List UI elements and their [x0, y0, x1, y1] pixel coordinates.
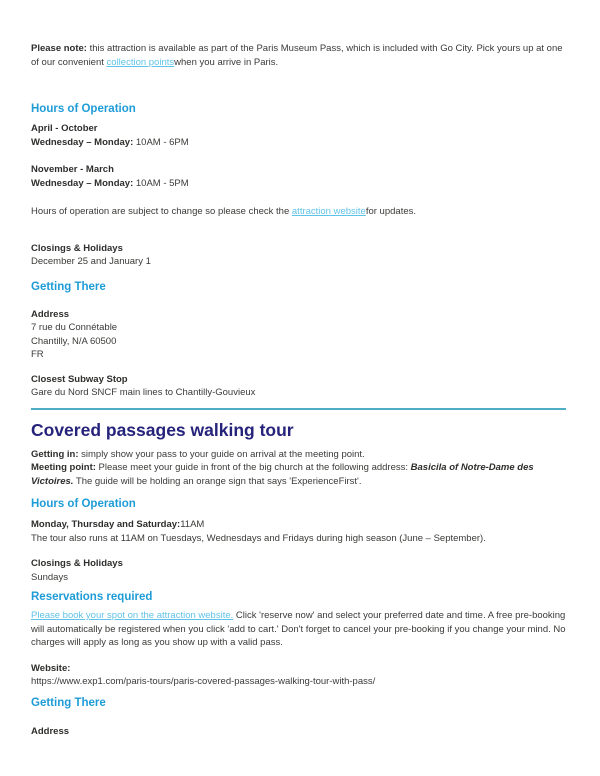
tour-schedule-line: [31, 518, 566, 532]
hours-of-operation-header: Hours of Operation: [31, 103, 136, 115]
closings-value: Sundays: [31, 571, 68, 583]
meeting-point-label: Meeting point:: [31, 462, 96, 473]
book-spot-link[interactable]: Please book your spot on the attraction website.: [31, 610, 234, 621]
time-value: 10AM - 6PM: [133, 136, 189, 148]
closings-label: Closings & Holidays: [31, 242, 123, 254]
tour-intro-paragraph: [31, 448, 566, 489]
address-line: FR: [31, 349, 44, 360]
website-url: https://www.exp1.com/paris-tours/paris-covered-passages-walking-tour-with-pass/: [31, 676, 376, 687]
closings-label: Closings & Holidays: [31, 558, 123, 569]
subway-block: [31, 373, 566, 400]
meeting-point-text2: The guide will be holding an orange sign that says 'ExperienceFirst'.: [73, 475, 362, 487]
days-label: Wednesday – Monday:: [31, 136, 134, 148]
schedule-line: [31, 136, 566, 150]
reservations-text: Click 'reserve now' and select your preferred date and time. A free pre-booking will automatically be registered when you click 'add to cart.' Don't forget to cancel your pre-booking if you change your mind. No charges will apply as long as you show up with a valid pass.: [31, 610, 566, 648]
note-text: Hours of operation are subject to change so please check the: [31, 206, 292, 217]
attraction-website-link[interactable]: attraction website: [291, 206, 366, 217]
hours-note-paragraph: [31, 205, 566, 219]
getting-in-text: simply show your pass to your guide on arrival at the meeting point.: [78, 448, 365, 460]
address-line: Chantilly, N/A 60500: [31, 335, 117, 347]
intro-text-after: when you arrive in Paris.: [174, 56, 279, 68]
closings-block-2: [31, 557, 566, 584]
intro-paragraph: [31, 42, 566, 69]
subway-value: Gare du Nord SNCF main lines to Chantilly-Gouvieux: [31, 387, 256, 398]
schedule-november-march: [31, 163, 566, 190]
address-line: 7 rue du Connétable: [31, 322, 118, 333]
getting-there-header-2: Getting There: [31, 696, 106, 709]
page-title: Covered passages walking tour: [31, 419, 294, 440]
address-label: Address: [31, 308, 70, 320]
season-label: November - March: [31, 164, 114, 175]
days-label: Wednesday – Monday:: [31, 177, 134, 189]
schedule-line: [31, 177, 566, 191]
season-label: April - October: [31, 123, 98, 134]
hours-of-operation-header-2: Hours of Operation: [31, 498, 136, 510]
getting-there-header: Getting There: [31, 280, 106, 293]
meeting-point-text: Please meet your guide in front of the big church at the following address:: [95, 462, 411, 473]
meeting-point-address: Basicila of Notre-Dame des Victoires.: [31, 462, 534, 487]
subway-label: Closest Subway Stop: [31, 373, 128, 385]
intro-text: this attraction is available as part of the Paris Museum Pass, which is included with Go City. Pick yours up at one of our convenient: [31, 43, 563, 68]
address-block: [31, 308, 566, 362]
tour-schedule-note: The tour also runs at 11AM on Tuesdays, Wednesdays and Fridays during high season (June – September).: [31, 532, 486, 544]
closings-value: December 25 and January 1: [31, 256, 151, 267]
address-block-2: [31, 725, 566, 739]
getting-in-label: Getting in:: [31, 448, 79, 460]
please-note-label: Please note:: [31, 43, 87, 54]
section-divider: [31, 408, 566, 410]
tour-time-value: 11AM: [180, 519, 205, 530]
tour-schedule-block: [31, 518, 566, 545]
tour-days-label: Monday, Thursday and Saturday:: [31, 519, 181, 530]
time-value: 10AM - 5PM: [133, 177, 189, 189]
schedule-april-october: [31, 122, 566, 149]
reservations-paragraph: [31, 609, 566, 650]
website-label: Website:: [31, 662, 71, 674]
collection-points-link[interactable]: collection points: [106, 56, 175, 68]
address-label: Address: [31, 725, 70, 737]
closings-block: [31, 242, 566, 269]
website-block: [31, 662, 566, 689]
note-text-after: for updates.: [365, 206, 416, 217]
reservations-required-header: Reservations required: [31, 591, 153, 603]
